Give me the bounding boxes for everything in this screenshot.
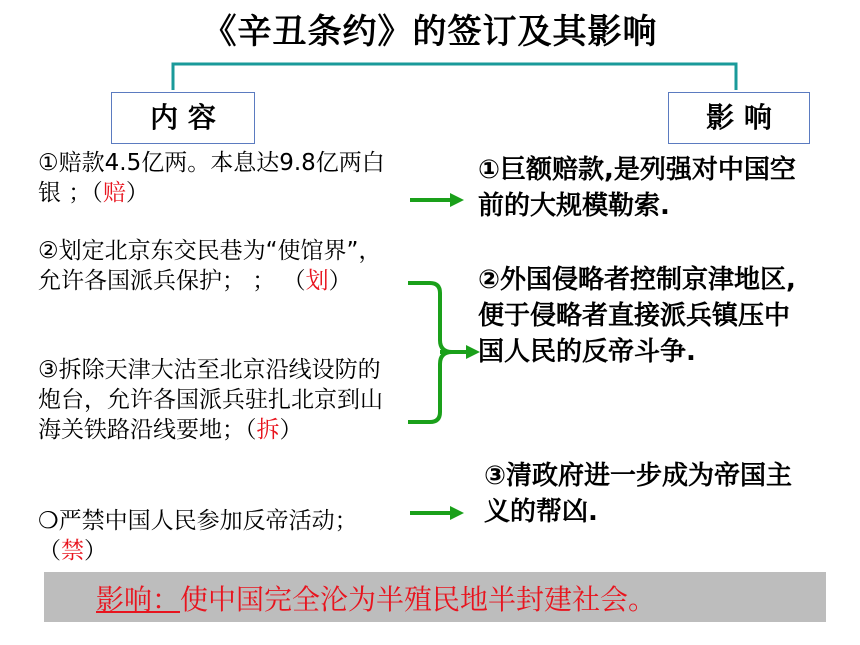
content-item-key: 赔 xyxy=(102,180,126,206)
summary-text xyxy=(96,578,656,618)
content-item-1 xyxy=(38,148,388,208)
title-bracket-connector xyxy=(173,64,736,90)
content-header-label: 内 容 xyxy=(150,101,216,134)
influence-header-label: 影 响 xyxy=(706,101,772,134)
content-item-close: ） xyxy=(125,180,149,206)
content-item-key: 划 xyxy=(305,268,329,294)
content-item-text: ②划定北京东交民巷为“使馆界”，允许各国派兵保护； ； （ xyxy=(38,238,382,294)
content-item-close: ） xyxy=(328,268,352,294)
content-item-close: ） xyxy=(279,417,303,443)
content-header-box xyxy=(111,92,255,144)
content-item-close: ） xyxy=(84,538,107,564)
content-item-key: 拆 xyxy=(256,417,280,443)
influence-header-box xyxy=(668,92,810,144)
influence-item-1: ①巨额赔款,是列强对中国空前的大规模勒索. xyxy=(478,155,796,221)
summary-content: 使中国完全沦为半殖民地半封建社会。 xyxy=(180,583,657,616)
content-item-text: ①赔款4.5亿两。本息达9.8亿两白银 ；（ xyxy=(38,150,385,206)
influence-item-2: ②外国侵略者控制京津地区,便于侵略者直接派兵镇压中国人民的反帝斗争. xyxy=(478,265,796,367)
arrow-3-head xyxy=(450,506,464,520)
content-item-text: ❍严禁中国人民参加反帝活动；（ xyxy=(38,508,358,564)
arrow-1-head xyxy=(450,193,464,207)
content-item-4 xyxy=(38,506,388,566)
content-item-key: 禁 xyxy=(61,538,84,564)
content-item-2 xyxy=(38,236,388,296)
page-title: 《辛丑条约》的签订及其影响 xyxy=(202,12,658,52)
content-item-text: ③拆除天津大沽至北京沿线设防的炮台，允许各国派兵驻扎北京到山海关铁路沿线要地；（ xyxy=(38,357,383,443)
influence-item-3: ③清政府进一步成为帝国主义的帮凶. xyxy=(484,461,793,527)
content-item-3 xyxy=(38,355,388,445)
summary-label: 影响： xyxy=(96,583,181,616)
